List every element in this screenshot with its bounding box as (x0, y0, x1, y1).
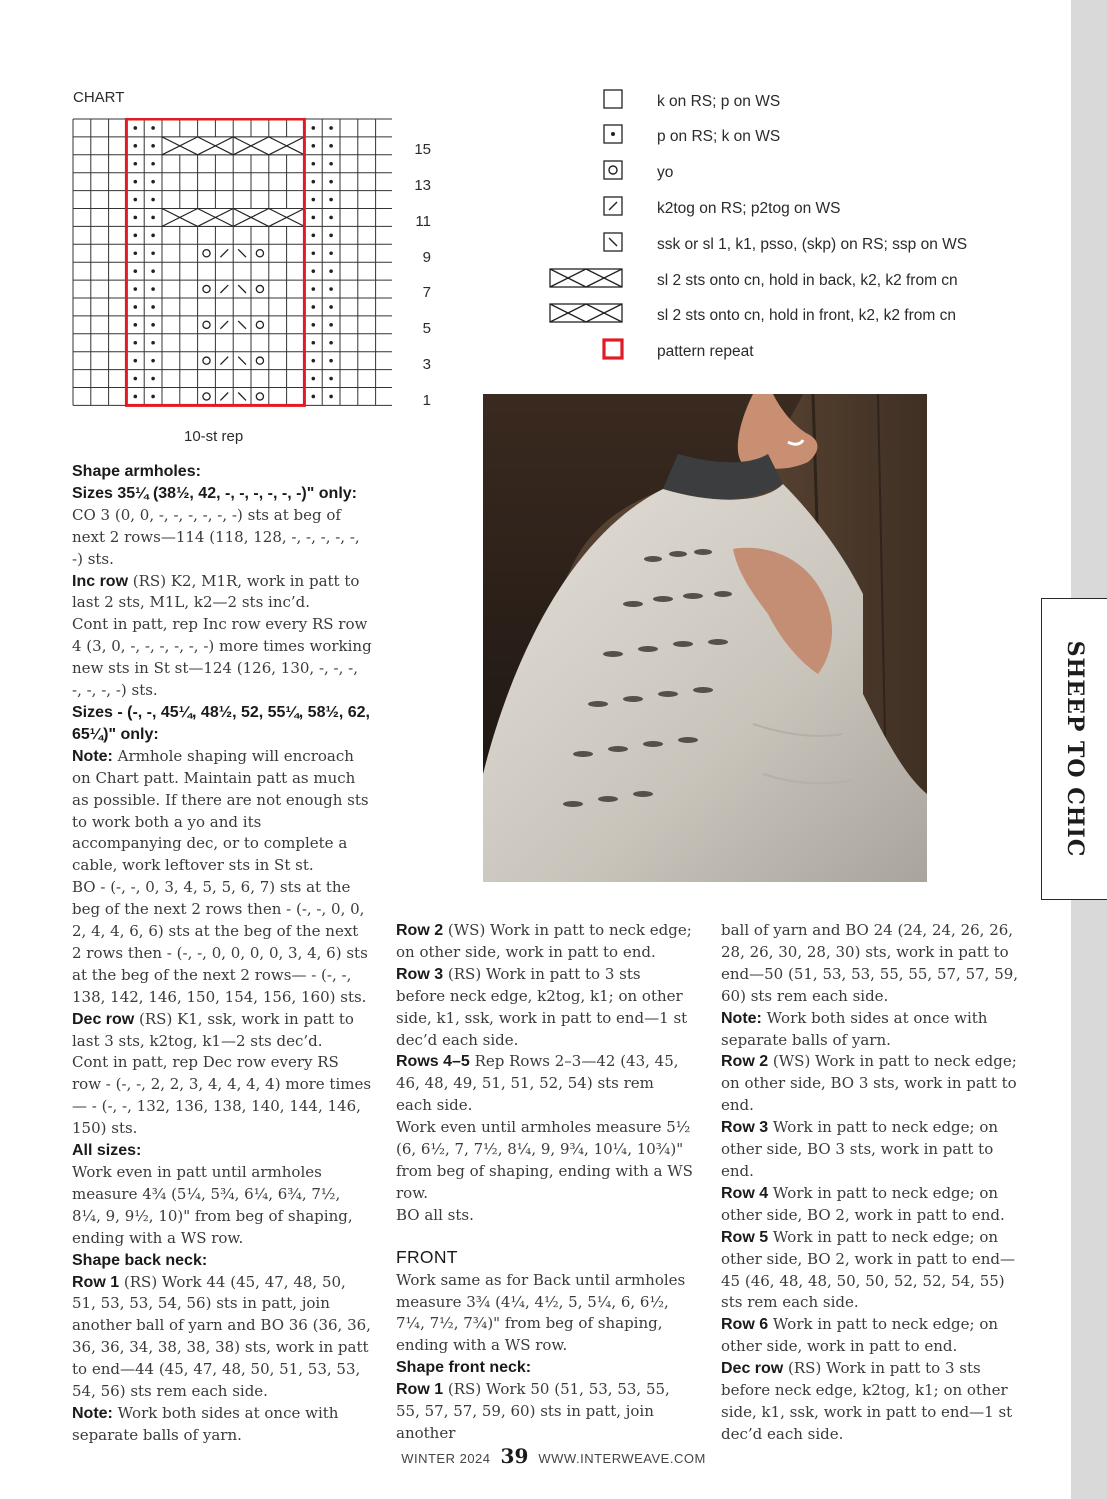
chart-repeat-label: 10-st rep (184, 428, 244, 445)
purl-stitch (134, 341, 138, 345)
issue-label: WINTER 2024 (401, 1451, 491, 1466)
purl-stitch (312, 198, 316, 202)
purl-stitch (312, 234, 316, 238)
purl-stitch (151, 305, 155, 309)
paragraph (396, 920, 694, 964)
legend-text: ssk or sl 1, k1, psso, (skp) on RS; ssp on WS (657, 236, 968, 253)
chart-row-number: 11 (415, 213, 431, 230)
chart-row-number: 1 (422, 392, 431, 409)
purl-stitch (312, 144, 316, 148)
purl-stitch (329, 144, 333, 148)
paragraph-text: Work in patt to neck edge; on other side, BO 2, work in patt to end—45 (46, 48, 48, 50, 50, 52, 52, 54, 55) sts rem each side. (721, 1227, 1015, 1312)
purl-stitch (151, 287, 155, 291)
purl-stitch (134, 216, 138, 220)
purl-stitch (329, 269, 333, 273)
chart-row-number: 13 (414, 177, 431, 194)
paragraph: CO 3 (0, 0, -, -, -, -, -, -) sts at beg of next 2 rows—114 (118, 128, -, -, -, -, -, -) sts. (72, 505, 360, 568)
purl-stitch (329, 251, 333, 255)
purl-stitch (134, 359, 138, 363)
purl-stitch (134, 269, 138, 273)
purl-stitch (151, 323, 155, 327)
chart-row-number: 9 (422, 249, 431, 266)
sweater-photo (483, 394, 927, 882)
paragraph-text: (WS) Work in patt to neck edge; on other side, work in patt to end. (396, 921, 692, 961)
paragraph-text: (RS) Work in patt to 3 sts before neck edge, k2tog, k1; on other side, k1, ssk, work in patt to end—1 st dec’d each side. (396, 964, 688, 1049)
paragraph-text: Armhole shaping will encroach on Chart patt. Maintain patt as much as possible. If there are not enough sts to work both a yo and its accompanying dec, or to complete a cable, work leftover sts in St st. (72, 746, 369, 875)
purl-stitch (329, 323, 333, 327)
paragraph (72, 746, 372, 877)
purl-stitch (312, 305, 316, 309)
paragraph: BO - (-, -, 0, 3, 4, 5, 5, 6, 7) sts at the beg of the next 2 rows then - (-, -, 0, 0, 2, 4, 4, 6, 6) sts at the beg of the next 2 rows then - (-, -, 0, 0, 0, 0, 3, 4, 6) sts at the beg of the next 2 rows— - (-, -, 138, 142, 146, 150, 154, 156, 160) sts. (72, 878, 368, 1006)
purl-stitch (134, 162, 138, 166)
text-column-2 (396, 920, 694, 1445)
chart-row-number: 5 (422, 320, 431, 337)
run-in-heading: Row 5 (721, 1228, 769, 1246)
purl-stitch (312, 341, 316, 345)
purl-stitch (329, 395, 333, 399)
purl-stitch (151, 180, 155, 184)
run-in-heading: Inc row (72, 572, 129, 590)
paragraph: Cont in patt, rep Dec row every RS row - (-, -, 2, 2, 3, 4, 4, 4, 4) more times— - (-, -, 132, 136, 138, 140, 144, 146, 150) sts. (72, 1053, 372, 1138)
paragraph (721, 1227, 1019, 1315)
heading: Sizes 35¼ (38½, 42, -, -, -, -, -, -)" only: (72, 484, 357, 502)
purl-stitch (312, 216, 316, 220)
purl-stitch (151, 395, 155, 399)
run-in-heading: Row 3 (721, 1119, 769, 1137)
purl-stitch (329, 126, 333, 130)
legend-text: sl 2 sts onto cn, hold in front, k2, k2 from cn (657, 307, 956, 324)
purl-stitch (134, 126, 138, 130)
purl-stitch (134, 395, 138, 399)
run-in-heading: Row 3 (396, 965, 444, 983)
purl-stitch (312, 395, 316, 399)
legend-text: pattern repeat (657, 343, 754, 360)
purl-stitch (329, 198, 333, 202)
paragraph-text: Work in patt to neck edge; on other side, BO 2, work in patt to end. (721, 1183, 1005, 1224)
purl-dot-icon (603, 124, 623, 144)
purl-stitch (151, 251, 155, 255)
purl-stitch (151, 359, 155, 363)
purl-stitch (151, 234, 155, 238)
section-heading: FRONT (396, 1246, 458, 1267)
purl-stitch (134, 323, 138, 327)
paragraph (396, 1379, 694, 1445)
paragraph (721, 1008, 1019, 1052)
paragraph-text: (RS) K1, ssk, work in patt to last 3 sts, k2tog, k1—2 sts dec’d. (72, 1009, 354, 1050)
run-in-heading: Dec row (721, 1360, 784, 1378)
chart-row-number: 7 (422, 284, 431, 301)
heading: Shape armholes: (72, 463, 201, 480)
purl-stitch (151, 198, 155, 202)
k2tog-icon (603, 196, 623, 216)
paragraph-text: (RS) Work 50 (51, 53, 53, 55, 55, 57, 57, 59, 60) sts in patt, join another (396, 1380, 670, 1442)
heading: Shape back neck: (72, 1251, 208, 1269)
section-tab-label: SHEEP TO CHIC (1061, 640, 1088, 858)
section-tab (1041, 598, 1107, 900)
purl-stitch (329, 287, 333, 291)
paragraph: Work same as for Back until armholes measure 3¾ (4¼, 4½, 5, 5¼, 6, 6½, 7¼, 7½, 7¾)" from beg of shaping, ending with a WS row. (396, 1270, 686, 1355)
run-in-heading: Row 1 (396, 1381, 444, 1399)
purl-stitch (312, 180, 316, 184)
purl-stitch (134, 198, 138, 202)
purl-stitch (329, 305, 333, 309)
paragraph: Work even until armholes measure 5½ (6, 6½, 7, 7½, 8¼, 9, 9¾, 10¼, 10¾)" from beg of shaping, ending with a WS row. (396, 1118, 693, 1202)
purl-stitch (151, 126, 155, 130)
run-in-heading: Row 1 (72, 1273, 120, 1291)
purl-stitch (151, 269, 155, 273)
run-in-heading: Note: (72, 1404, 113, 1422)
text-column-1 (72, 461, 372, 1447)
pattern-repeat-icon (602, 338, 624, 360)
paragraph (72, 1009, 372, 1053)
paragraph (721, 1183, 1019, 1227)
purl-stitch (312, 377, 316, 381)
legend-text: p on RS; k on WS (657, 128, 781, 145)
run-in-heading: Note: (721, 1009, 762, 1027)
paragraph (721, 1358, 1019, 1446)
paragraph-text: (WS) Work in patt to neck edge; on other side, BO 3 sts, work in patt to end. (721, 1052, 1017, 1115)
purl-stitch (134, 144, 138, 148)
purl-stitch (329, 341, 333, 345)
legend-text: sl 2 sts onto cn, hold in back, k2, k2 from cn (657, 272, 958, 289)
purl-stitch (329, 359, 333, 363)
purl-stitch (312, 287, 316, 291)
paragraph-text: Work both sides at once with separate balls of yarn. (72, 1403, 339, 1444)
page-footer (0, 1444, 1107, 1468)
left-cable-icon (549, 303, 623, 323)
run-in-heading: Row 2 (396, 922, 444, 939)
paragraph-text: Work in patt to neck edge; on other side, work in patt to end. (721, 1315, 999, 1356)
purl-stitch (329, 377, 333, 381)
paragraph (721, 1117, 1019, 1183)
run-in-heading: Row 4 (721, 1184, 769, 1202)
purl-stitch (151, 377, 155, 381)
paragraph (72, 1403, 372, 1447)
paragraph: BO all sts. (396, 1205, 474, 1224)
paragraph: Cont in patt, rep Inc row every RS row 4 (3, 0, -, -, -, -, -, -) more times working new sts in St st—124 (126, 130, -, -, -, -, -, -, -) sts. (72, 615, 372, 700)
purl-stitch (312, 251, 316, 255)
heading: All sizes: (72, 1142, 142, 1160)
page-number: 39 (500, 1444, 529, 1468)
heading: Shape front neck: (396, 1359, 532, 1377)
text-column-3 (721, 920, 1019, 1446)
paragraph (72, 1272, 372, 1403)
chart-row-number: 15 (414, 141, 431, 158)
chart-row-number: 3 (422, 356, 431, 373)
paragraph (396, 1051, 694, 1117)
run-in-heading: Rows 4–5 (396, 1053, 470, 1071)
purl-stitch (151, 162, 155, 166)
paragraph-text: (RS) K2, M1R, work in patt to last 2 sts, M1L, k2—2 sts inc’d. (72, 571, 360, 612)
purl-stitch (134, 305, 138, 309)
right-cable-icon (549, 268, 623, 288)
paragraph-text: Rep Rows 2–3—42 (43, 45, 46, 48, 49, 51, 51, 52, 54) sts rem each side. (396, 1052, 679, 1115)
knit-box-icon (603, 89, 623, 109)
purl-stitch (134, 180, 138, 184)
legend-text: k2tog on RS; p2tog on WS (657, 200, 841, 217)
run-in-heading: Dec row (72, 1010, 135, 1028)
run-in-heading: Note: (72, 747, 113, 765)
website-url: WWW.INTERWEAVE.COM (538, 1451, 706, 1466)
purl-stitch (134, 251, 138, 255)
run-in-heading: Row 2 (721, 1053, 769, 1071)
purl-stitch (329, 180, 333, 184)
purl-stitch (312, 126, 316, 130)
legend-text: k on RS; p on WS (657, 93, 781, 110)
purl-stitch (134, 377, 138, 381)
purl-stitch (134, 287, 138, 291)
ssk-icon (603, 232, 623, 252)
purl-stitch (151, 144, 155, 148)
purl-stitch (312, 359, 316, 363)
paragraph (721, 1314, 1019, 1358)
heading: Sizes - (-, -, 45¼, 48½, 52, 55¼, 58½, 62, 65¼)" only: (72, 703, 370, 743)
paragraph-text: (RS) Work 44 (45, 47, 48, 50, 51, 53, 53, 54, 56) sts in patt, join another ball of yarn and BO 36 (36, 36, 36, 36, 34, 38, 38, 38) sts, work in patt to end—44 (45, 47, 48, 50, 51, 53, 53, 54, 56) sts rem each side. (72, 1272, 371, 1401)
purl-stitch (312, 323, 316, 327)
paragraph: ball of yarn and BO 24 (24, 24, 26, 26, 28, 26, 30, 28, 30) sts, work in patt to end—50 (51, 53, 53, 55, 55, 57, 57, 59, 60) sts rem each side. (721, 921, 1019, 1005)
purl-stitch (134, 234, 138, 238)
paragraph (72, 571, 372, 615)
purl-stitch (151, 216, 155, 220)
legend-text: yo (657, 164, 674, 181)
purl-stitch (329, 234, 333, 238)
purl-stitch (312, 162, 316, 166)
purl-stitch (329, 216, 333, 220)
paragraph-text: Work both sides at once with separate balls of yarn. (721, 1008, 988, 1049)
paragraph: Work even in patt until armholes measure 4¾ (5¼, 5¾, 6¼, 6¾, 7½, 8¼, 9, 9½, 10)" from beg of shaping, ending with a WS row. (72, 1163, 353, 1247)
purl-stitch (312, 269, 316, 273)
run-in-heading: Row 6 (721, 1316, 769, 1334)
yarn-over-icon (603, 160, 623, 180)
knitting-chart (72, 118, 392, 408)
paragraph (396, 964, 694, 1052)
paragraph-text: Work in patt to neck edge; on other side, BO 3 sts, work in patt to end. (721, 1118, 999, 1180)
paragraph-text: (RS) Work in patt to 3 sts before neck edge, k2tog, k1; on other side, k1, ssk, work in patt to end—1 st dec’d each side. (721, 1359, 1013, 1443)
chart-title: CHART (73, 89, 125, 106)
purl-stitch (329, 162, 333, 166)
paragraph (721, 1051, 1019, 1117)
purl-stitch (151, 341, 155, 345)
